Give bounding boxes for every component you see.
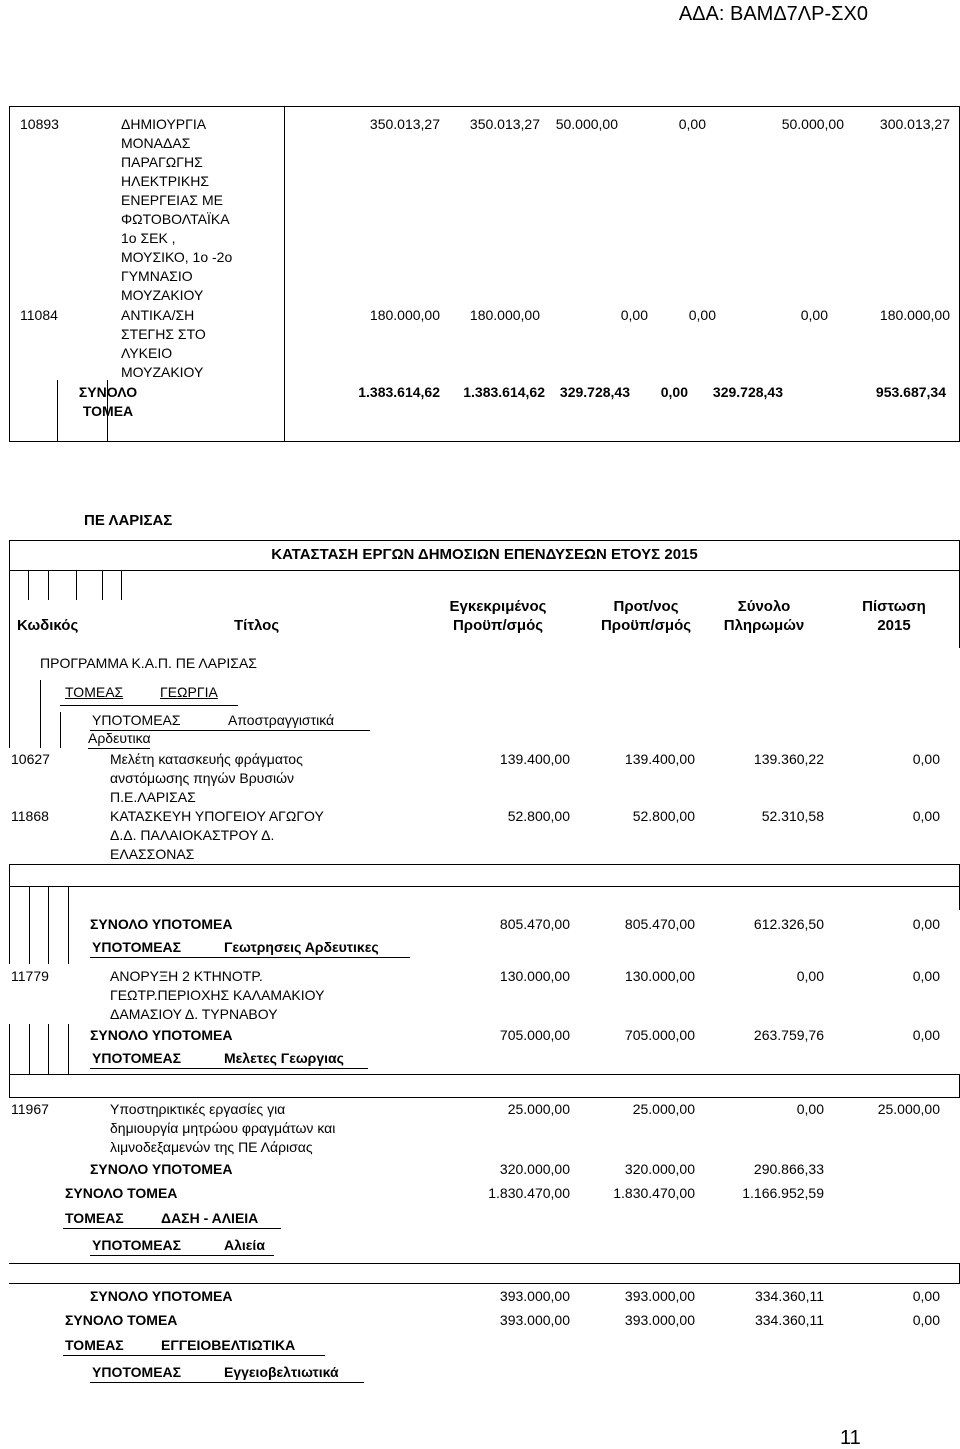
col-header-payments <box>696 597 832 635</box>
cell-prev: 320.000,00 <box>624 1161 695 1177</box>
region-title: ΠΕ ΛΑΡΙΣΑΣ <box>84 512 173 529</box>
text-line: Υποστηρικτικές εργασίες για <box>110 1101 286 1117</box>
text-line: ΦΩΤΟΒΟΛΤΑΪΚΑ <box>121 211 230 227</box>
project-code: 11967 <box>11 1101 49 1117</box>
project-code: 11868 <box>11 808 49 824</box>
cell: 180.000,00 <box>879 307 950 323</box>
cell-approved: 320.000,00 <box>499 1161 570 1177</box>
cell-payments: 334.360,11 <box>754 1288 824 1304</box>
row-code: 10893 <box>20 116 59 132</box>
row-title <box>121 115 232 305</box>
text-line: ΜΟΝΑΔΑΣ <box>121 135 191 151</box>
col-header-prev <box>578 597 714 635</box>
cell-approved: 393.000,00 <box>499 1288 570 1304</box>
text-line: ΕΝΕΡΓΕΙΑΣ ΜΕ <box>121 192 223 208</box>
cell-approved: 393.000,00 <box>499 1312 570 1328</box>
cell-payments: 0,00 <box>796 1101 824 1117</box>
cell: 0,00 <box>800 307 828 323</box>
row-code: 11084 <box>20 307 58 323</box>
cell-approved: 52.800,00 <box>507 808 570 824</box>
total-label <box>66 383 150 421</box>
sector-label: ΤΟΜΕΑΣ <box>65 1210 124 1226</box>
text-line: Προτ/νος <box>613 598 679 615</box>
subsector-name: Μελετες Γεωργιας <box>224 1050 344 1066</box>
col-header-title: Τίτλος <box>234 617 280 634</box>
cell-payments: 52.310,58 <box>761 808 824 824</box>
subsector-name: Αποστραγγιστικά <box>228 712 335 728</box>
project-code: 10627 <box>11 751 50 767</box>
program-label: ΠΡΟΓΡΑΜΜΑ Κ.Α.Π. ΠΕ ΛΑΡΙΣΑΣ <box>40 655 257 671</box>
col-header-credit <box>826 597 960 635</box>
sector-label: ΤΟΜΕΑΣ <box>65 1337 124 1353</box>
text-line: ΛΥΚΕΙΟ <box>121 345 173 361</box>
subsector-name: Εγγειοβελτιωτικά <box>224 1364 339 1380</box>
sector-total-label: ΣΥΝΟΛΟ ΤΟΜΕΑ <box>65 1185 178 1201</box>
text-line: ΣΤΕΓΗΣ ΣΤΟ <box>121 326 206 342</box>
cell: 329.728,43 <box>712 384 783 400</box>
text-line: ΑΝΤΙΚΑ/ΣΗ <box>121 307 195 323</box>
cell: 50.000,00 <box>781 116 844 132</box>
cell-credit: 0,00 <box>912 751 940 767</box>
cell-approved: 139.400,00 <box>499 751 570 767</box>
cell-payments: 290.866,33 <box>753 1161 824 1177</box>
project-title <box>110 1100 335 1157</box>
cell-payments: 139.360,22 <box>753 751 824 767</box>
cell-prev: 393.000,00 <box>624 1312 695 1328</box>
cell: 300.013,27 <box>879 116 950 132</box>
cell-credit: 0,00 <box>912 968 940 984</box>
cell: 1.383.614,62 <box>358 384 440 400</box>
text-line: Μελέτη κατασκευής φράγματος <box>110 751 303 767</box>
cell-approved: 705.000,00 <box>499 1027 570 1043</box>
subtotal-label: ΣΥΝΟΛΟ ΥΠΟΤΟΜΕΑ <box>90 1161 233 1177</box>
subsector-label: ΥΠΟΤΟΜΕΑΣ <box>92 939 182 955</box>
project-title <box>110 807 324 864</box>
text-line: 1ο ΣΕΚ , <box>121 230 176 246</box>
text-line: Προϋπ/σμός <box>600 617 692 634</box>
text-line: ΔΗΜΙΟΥΡΓΙΑ <box>121 116 207 132</box>
cell: 350.013,27 <box>469 116 540 132</box>
subsector-label: ΥΠΟΤΟΜΕΑΣ <box>92 1050 182 1066</box>
report-caption: ΚΑΤΑΣΤΑΣΗ ΕΡΓΩΝ ΔΗΜΟΣΙΩΝ ΕΠΕΝΔΥΣΕΩΝ ΕΤΟΥΣ 2015 <box>271 546 698 563</box>
text-line: ΜΟΥΣΙΚΟ, 1ο -2ο <box>121 249 233 265</box>
text-line: Π.Ε.ΛΑΡΙΣΑΣ <box>110 789 196 805</box>
text-line: Προϋπ/σμός <box>452 617 544 634</box>
cell: 350.013,27 <box>369 116 440 132</box>
subtotal-label: ΣΥΝΟΛΟ ΥΠΟΤΟΜΕΑ <box>90 1288 233 1304</box>
text-line: ΠΑΡΑΓΩΓΗΣ <box>121 154 203 170</box>
ada-code: ΑΔΑ: ΒΑΜΔ7ΛΡ-ΣΧ0 <box>678 3 868 25</box>
sector-label: ΤΟΜΕΑΣ <box>65 684 124 700</box>
cell-payments: 263.759,76 <box>753 1027 824 1043</box>
sector-name: ΕΓΓΕΙΟΒΕΛΤΙΩΤΙΚΑ <box>161 1337 296 1353</box>
project-code: 11779 <box>11 968 49 984</box>
row-title <box>121 306 206 382</box>
text-line: ΓΕΩΤΡ.ΠΕΡΙΟΧΗΣ ΚΑΛΑΜΑΚΙΟΥ <box>110 987 325 1003</box>
text-line: Πληρωμών <box>723 617 805 634</box>
cell: 953.687,34 <box>875 384 946 400</box>
cell-credit: 0,00 <box>912 1027 940 1043</box>
cell-credit: 0,00 <box>912 808 940 824</box>
cell: 0,00 <box>678 116 706 132</box>
sector-name: ΓΕΩΡΓΙΑ <box>160 684 218 700</box>
cell-payments: 334.360,11 <box>754 1312 824 1328</box>
text-line: Δ.Δ. ΠΑΛΑΙΟΚΑΣΤΡΟΥ Δ. <box>110 827 275 843</box>
cell: 1.383.614,62 <box>463 384 545 400</box>
cell: 329.728,43 <box>559 384 630 400</box>
text-line: ΜΟΥΖΑΚΙΟΥ <box>121 364 204 380</box>
subsector-name: Αλιεία <box>224 1237 265 1253</box>
cell-prev: 130.000,00 <box>624 968 695 984</box>
text-line: δημιουργία μητρώου φραγμάτων και <box>110 1120 336 1136</box>
cell-prev: 25.000,00 <box>632 1101 695 1117</box>
cell-payments: 1.166.952,59 <box>742 1185 824 1201</box>
cell-prev: 52.800,00 <box>632 808 695 824</box>
subsector-label: ΥΠΟΤΟΜΕΑΣ <box>92 1237 182 1253</box>
col-header-code: Κωδικός <box>17 617 79 634</box>
sector-total-label: ΣΥΝΟΛΟ ΤΟΜΕΑ <box>65 1312 178 1328</box>
text-line: ΕΛΑΣΣΟΝΑΣ <box>110 846 195 862</box>
cell-credit: 0,00 <box>912 916 940 932</box>
cell: 180.000,00 <box>369 307 440 323</box>
project-title <box>110 967 324 1024</box>
subsector-label: ΥΠΟΤΟΜΕΑΣ <box>92 1364 182 1380</box>
text-line: ΜΟΥΖΑΚΙΟΥ <box>121 287 204 303</box>
text-line: Εγκεκριμένος <box>449 598 547 615</box>
cell-approved: 130.000,00 <box>499 968 570 984</box>
cell-credit: 0,00 <box>912 1312 940 1328</box>
cell-prev: 805.470,00 <box>624 916 695 932</box>
project-title <box>110 750 303 807</box>
text-line: ΚΑΤΑΣΚΕΥΗ ΥΠΟΓΕΙΟΥ ΑΓΩΓΟΥ <box>110 808 324 824</box>
cell: 0,00 <box>660 384 688 400</box>
text-line: ΑΝΟΡΥΞΗ 2 ΚΤΗΝΟΤΡ. <box>110 968 263 984</box>
text-line: Σύνολο <box>737 598 791 615</box>
text-line: ΗΛΕΚΤΡΙΚΗΣ <box>121 173 210 189</box>
subsector-label: ΥΠΟΤΟΜΕΑΣ <box>92 712 181 728</box>
cell: 0,00 <box>688 307 716 323</box>
cell-payments: 612.326,50 <box>753 916 824 932</box>
text-line: ανστόμωσης πηγών Βρυσιών <box>110 770 295 786</box>
cell-credit: 0,00 <box>912 1288 940 1304</box>
cell: 0,00 <box>620 307 648 323</box>
text-line: ΓΥΜΝΑΣΙΟ <box>121 268 193 284</box>
subsector-name-cont: Αρδευτικα <box>88 730 151 746</box>
text-line: 2015 <box>877 617 911 634</box>
subtotal-label: ΣΥΝΟΛΟ ΥΠΟΤΟΜΕΑ <box>90 916 233 932</box>
cell-approved: 25.000,00 <box>507 1101 570 1117</box>
text-line: ΤΟΜΕΑ <box>82 403 134 419</box>
text-line: λιμνοδεξαμενών της ΠΕ Λάρισας <box>110 1139 313 1155</box>
sector-name: ΔΑΣΗ - ΑΛΙΕΙΑ <box>161 1210 259 1226</box>
text-line: ΣΥΝΟΛΟ <box>78 384 138 400</box>
cell-approved: 1.830.470,00 <box>488 1185 570 1201</box>
cell-prev: 705.000,00 <box>624 1027 695 1043</box>
subsector-name: Γεωτρησεις Αρδευτικες <box>224 939 379 955</box>
cell-payments: 0,00 <box>796 968 824 984</box>
cell-prev: 393.000,00 <box>624 1288 695 1304</box>
cell: 180.000,00 <box>469 307 540 323</box>
cell-approved: 805.470,00 <box>499 916 570 932</box>
text-line: ΔΑΜΑΣΙΟΥ Δ. ΤΥΡΝΑΒΟΥ <box>110 1006 278 1022</box>
cell-prev: 139.400,00 <box>624 751 695 767</box>
page-number: 11 <box>840 1427 861 1449</box>
subtotal-label: ΣΥΝΟΛΟ ΥΠΟΤΟΜΕΑ <box>90 1027 233 1043</box>
text-line: Πίστωση <box>862 598 926 615</box>
cell-prev: 1.830.470,00 <box>613 1185 695 1201</box>
col-header-approved <box>430 597 566 635</box>
cell-credit: 25.000,00 <box>877 1101 940 1117</box>
cell: 50.000,00 <box>555 116 618 132</box>
